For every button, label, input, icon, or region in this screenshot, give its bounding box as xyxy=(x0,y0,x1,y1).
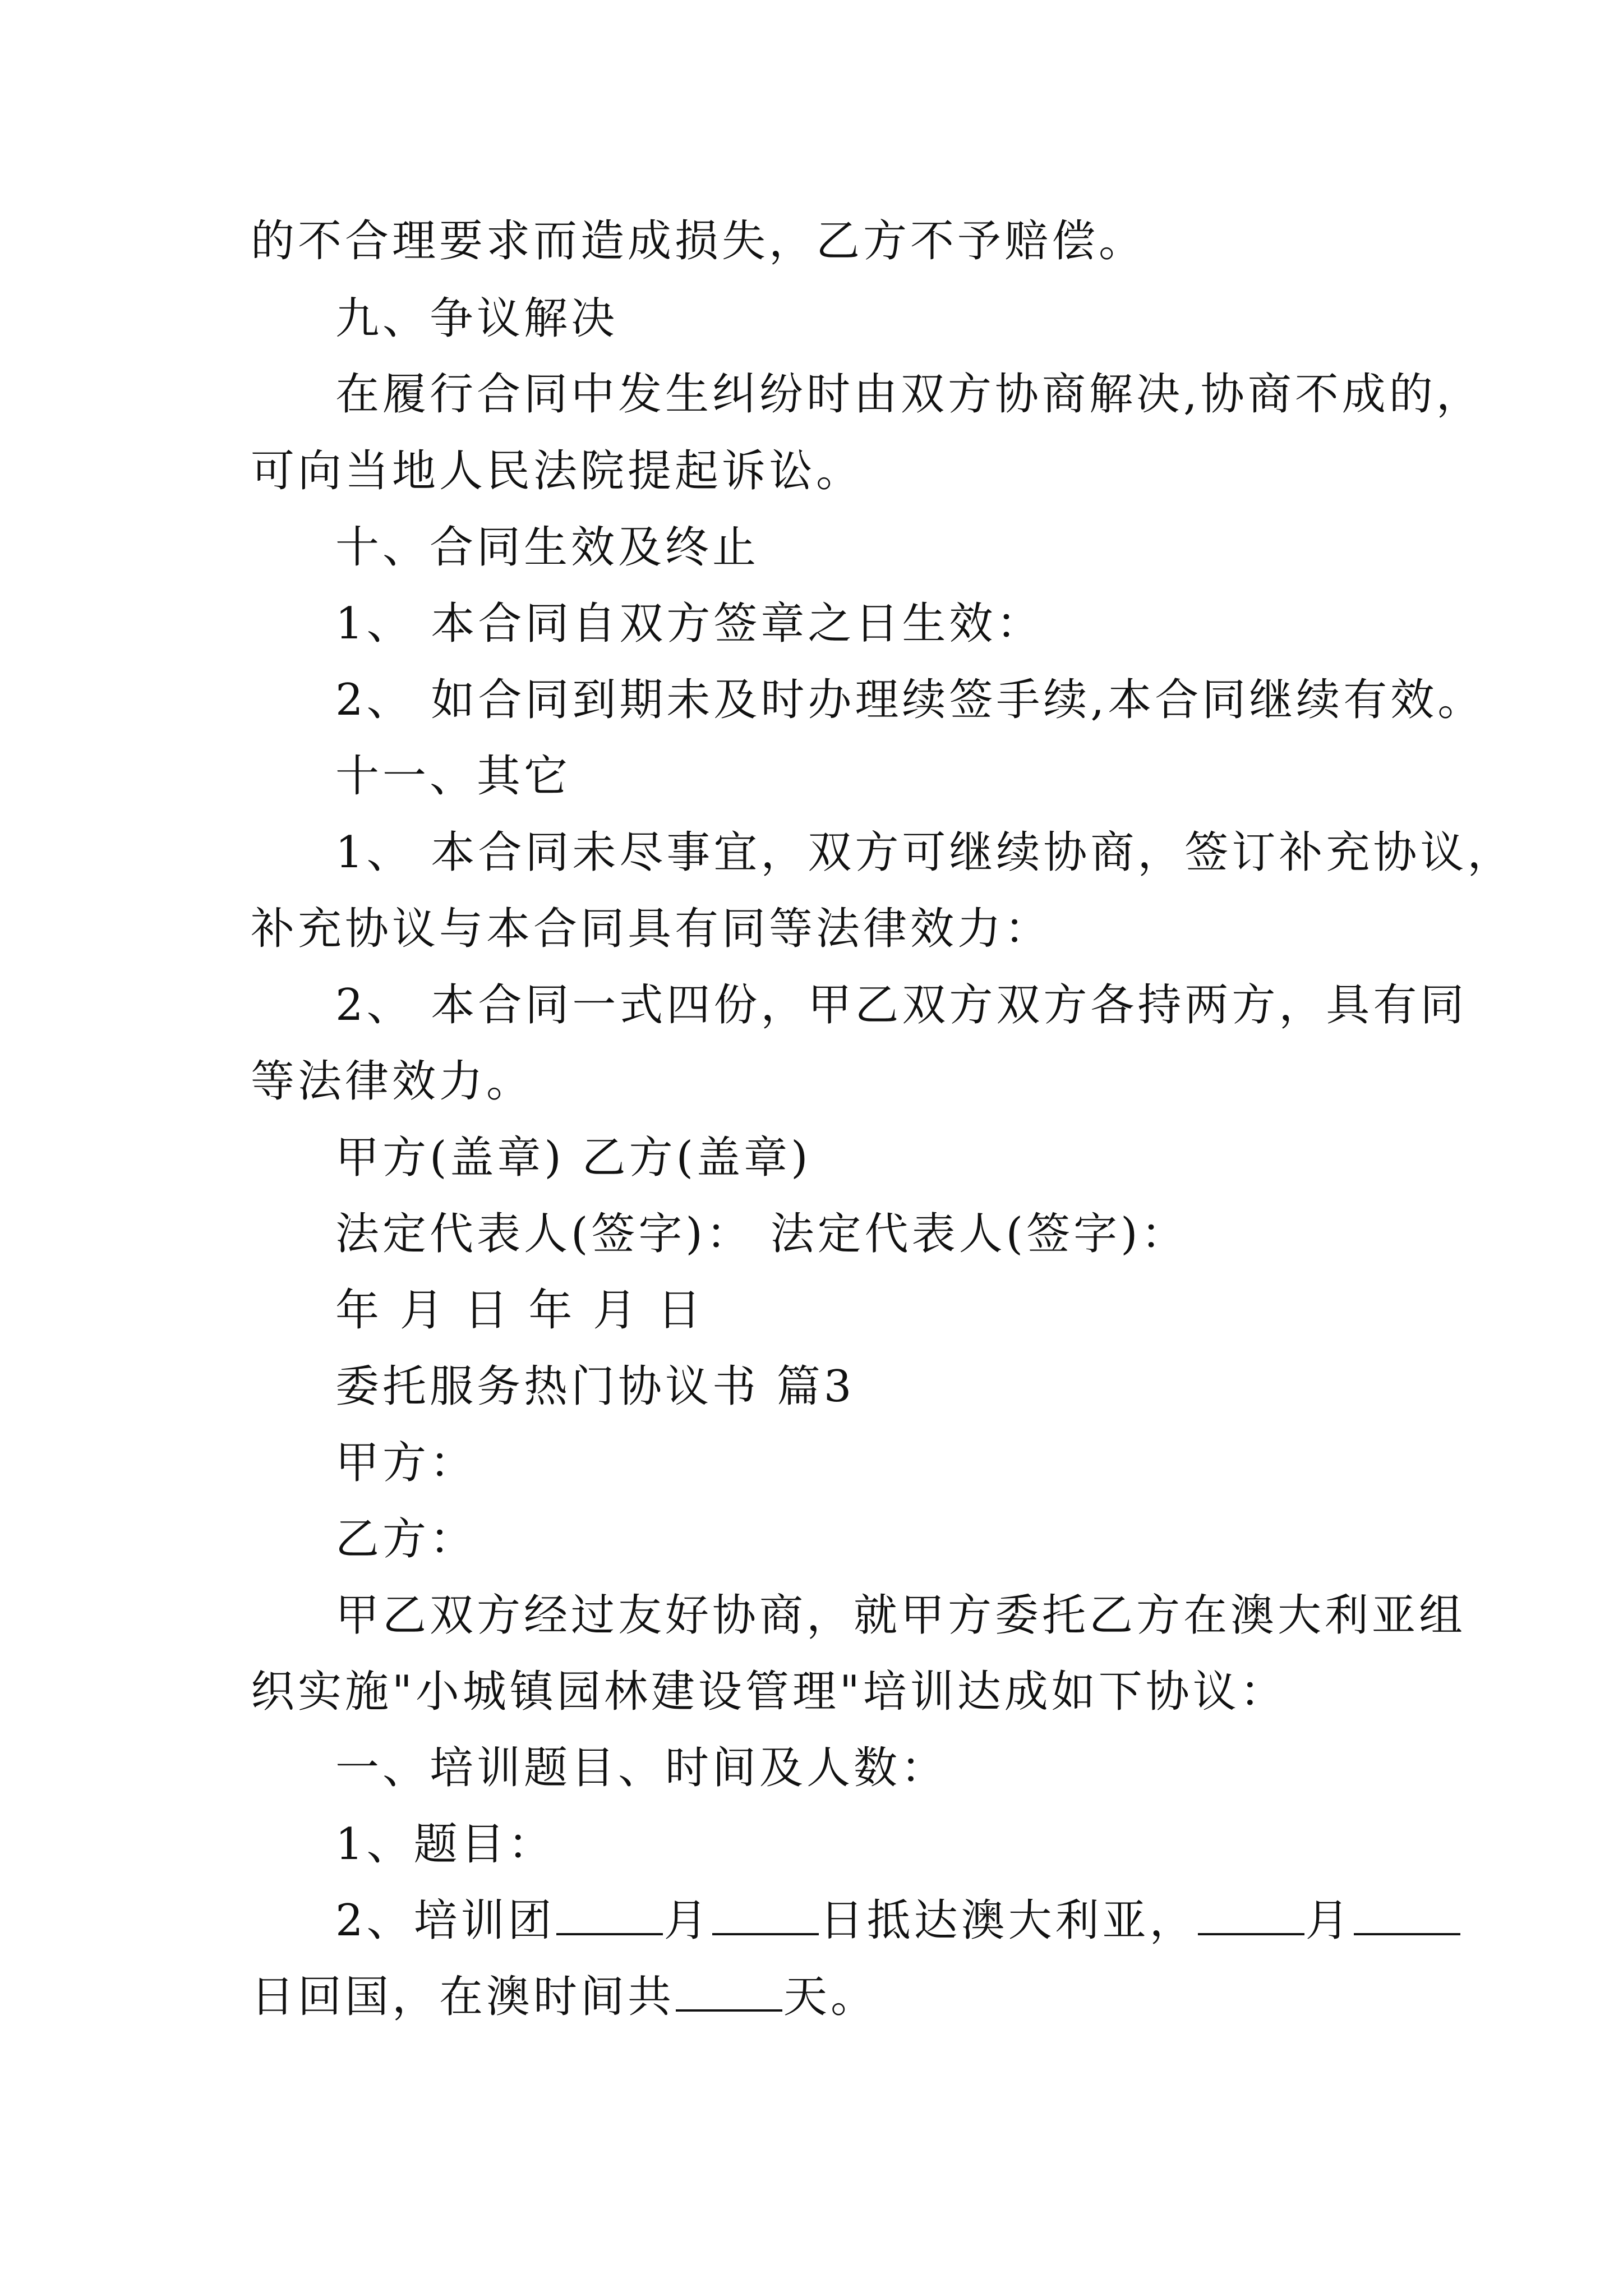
stay-days-blank xyxy=(676,1970,782,2012)
text-line-4: 可向当地人民法院提起诉讼。 xyxy=(251,446,864,496)
agreement-intro-cont: 织实施"小城镇园林建设管理"培训达成如下协议： xyxy=(251,1667,1287,1717)
return-month-blank xyxy=(1198,1894,1304,1935)
arrival-month-blank xyxy=(556,1894,663,1935)
arrival-month-label: 月 xyxy=(663,1895,711,1946)
text-line-3: 在履行合同中发生纠纷时由双方协商解决,协商不成的， xyxy=(335,369,1483,420)
section-heading-effect: 十、合同生效及终止 xyxy=(335,522,760,573)
clause-10-2: 2、 如合同到期未及时办理续签手续,本合同继续有效。 xyxy=(335,675,1485,725)
arrival-prefix: 2、培训团 xyxy=(335,1895,555,1946)
clause-11-1-cont: 补充协议与本合同具有同等法律效力： xyxy=(251,904,1052,954)
training-return-line xyxy=(251,1970,878,2024)
training-topic-line: 1、题目： xyxy=(335,1819,555,1870)
arrival-day-blank xyxy=(712,1894,819,1935)
text-line-1: 的不合理要求而造成损失，乙方不予赔偿。 xyxy=(251,216,1146,266)
return-month-label: 月 xyxy=(1305,1895,1353,1946)
arrival-day-label: 日抵达澳大利亚， xyxy=(819,1895,1197,1946)
signature-seal-line: 甲方(盖章) 乙方(盖章) xyxy=(335,1133,811,1183)
section-heading-other: 十一、其它 xyxy=(335,751,571,802)
clause-11-2: 2、 本合同一式四份，甲乙双方双方各持两方，具有同 xyxy=(335,980,1468,1030)
clause-11-1: 1、 本合同未尽事宜，双方可继续协商，签订补充协议， xyxy=(335,827,1515,878)
document-title-part3: 委托服务热门协议书 篇3 xyxy=(335,1361,855,1412)
party-b-label: 乙方： xyxy=(335,1514,477,1565)
return-prefix: 日回国，在澳时间共 xyxy=(251,1972,675,2022)
return-suffix: 天。 xyxy=(783,1972,878,2022)
return-day-blank xyxy=(1354,1894,1460,1935)
signature-representative-line: 法定代表人(签字)： 法定代表人(签字)： xyxy=(335,1209,1188,1259)
clause-11-2-cont: 等法律效力。 xyxy=(251,1056,534,1107)
section-heading-training: 一、培训题目、时间及人数： xyxy=(335,1743,948,1793)
training-arrival-line xyxy=(335,1894,1461,1948)
signature-date-line: 年 月 日 年 月 日 xyxy=(335,1285,704,1336)
party-a-label: 甲方： xyxy=(335,1438,477,1488)
clause-10-1: 1、 本合同自双方签章之日生效： xyxy=(335,599,1044,649)
section-heading-dispute: 九、争议解决 xyxy=(335,293,619,344)
agreement-intro: 甲乙双方经过友好协商，就甲方委托乙方在澳大利亚组 xyxy=(335,1590,1467,1641)
